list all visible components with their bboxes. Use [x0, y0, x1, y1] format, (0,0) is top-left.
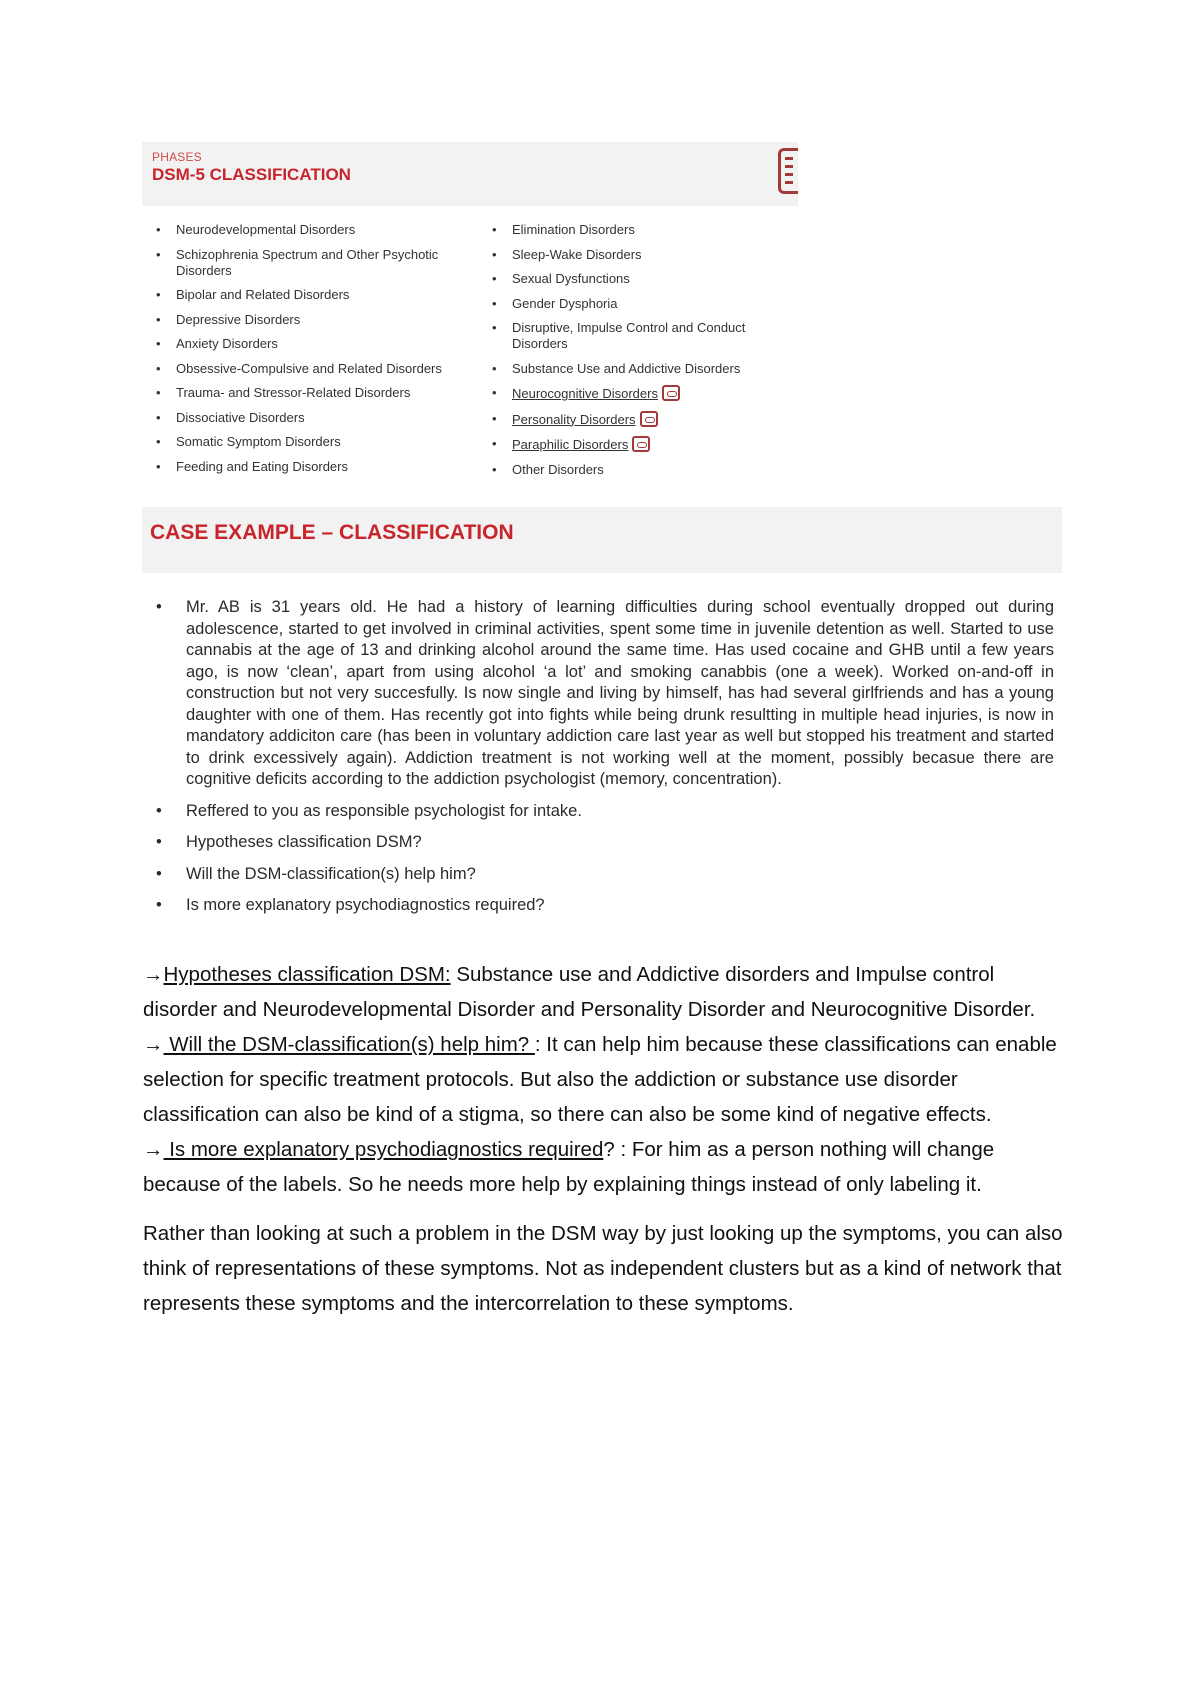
- document-icon: [778, 148, 798, 194]
- list-item: • Feeding and Eating Disorders: [154, 459, 474, 475]
- arrow-icon: →: [143, 1033, 164, 1056]
- answer-text: Substance use and Addictive disorders and Impulse control disorder and Neurodevelopmental Disorder and Personality Disorder and Neurocognitive Disorder.: [143, 963, 1036, 1021]
- link-icon[interactable]: [662, 385, 680, 401]
- list-item: • Sexual Dysfunctions: [490, 271, 795, 287]
- dsm5-classification-slide: [142, 142, 798, 486]
- link-icon[interactable]: [632, 436, 650, 452]
- list-item: • Is more explanatory psychodiagnostics required?: [152, 895, 1054, 917]
- list-item: • Hypotheses classification DSM?: [152, 832, 1054, 854]
- slide-header: [142, 142, 798, 206]
- list-item: • Dissociative Disorders: [154, 410, 474, 426]
- link-icon[interactable]: [640, 411, 658, 427]
- question-label: Is more explanatory psychodiagnostics required: [163, 1138, 604, 1161]
- list-item: • Reffered to you as responsible psychologist for intake.: [152, 801, 1054, 823]
- list-item: • Trauma- and Stressor-Related Disorders: [154, 385, 474, 401]
- list-item: • Anxiety Disorders: [154, 336, 474, 352]
- list-item: • Depressive Disorders: [154, 312, 474, 328]
- question-label: Hypotheses classification DSM:: [163, 963, 451, 986]
- list-item: • Elimination Disorders: [490, 222, 795, 238]
- list-item: • Sleep-Wake Disorders: [490, 247, 795, 263]
- list-item: • Disruptive, Impulse Control and Conduct Disorders: [490, 320, 795, 352]
- personality-link[interactable]: Personality Disorders: [512, 411, 636, 427]
- paraphilic-link[interactable]: Paraphilic Disorders: [512, 437, 629, 452]
- list-item: • Will the DSM-classification(s) help him?: [152, 864, 1054, 886]
- answer-psychodiagnostics: [143, 1132, 1063, 1202]
- case-example-slide: [142, 507, 1062, 953]
- list-item: • Schizophrenia Spectrum and Other Psychotic Disorders: [154, 247, 474, 279]
- slide-header: [142, 507, 1062, 573]
- answer-help: [143, 1027, 1063, 1132]
- list-item: • Somatic Symptom Disorders: [154, 434, 474, 450]
- arrow-icon: →: [143, 963, 164, 986]
- closing-paragraph: Rather than looking at such a problem in the DSM way by just looking up the symptoms, you can also think of representations of these symptoms. Not as independent clusters but as a kind of network that represents these symptoms and the intercorrelation to these symptoms.: [143, 1222, 1063, 1315]
- question-label: Will the DSM-classification(s) help him?: [163, 1033, 535, 1056]
- slide-title: CASE EXAMPLE – CLASSIFICATION: [150, 521, 514, 544]
- list-item: • Neurodevelopmental Disorders: [154, 222, 474, 238]
- disorder-list-left: [154, 222, 474, 483]
- list-item-link[interactable]: [490, 411, 795, 428]
- slide-kicker: PHASES: [152, 150, 202, 164]
- list-item: • Obsessive-Compulsive and Related Disorders: [154, 361, 474, 377]
- list-item: • Substance Use and Addictive Disorders: [490, 361, 795, 377]
- case-description: • Mr. AB is 31 years old. He had a history of learning difficulties during school eventually dropped out during adolescence, started to get involved in criminal activities, spent some time in juvenile detention as well. Started to use cannabis at the age of 13 and drinking alcohol around the same time. Has used cocaine and GHB until a few years ago, is now ‘clean’, apart from using alcohol ‘a lot’ and smoking canabbis (one a week). Worked on-and-off in construction but not very succesfully. Is now single and living by himself, has had several girlfriends and has a young daughter with one of them. Has recently got into fights while being drunk resultting in multiple head injuries, is now in mandatory addiciton care (has been in voluntary addiction care last year as well but stopped his treatment and started to drink excessively again). Addiction treatment is not working well at the moment, possibly becasue there are cognitive deficits according to the addiction psychologist (memory, concentration).: [152, 597, 1054, 791]
- answer-hypotheses: [143, 957, 1063, 1027]
- disorder-list-right: [490, 222, 795, 486]
- answer-text: ? : For him as a person nothing will change because of the labels. So he needs more help by explaining things instead of only labeling it.: [143, 1138, 995, 1196]
- list-item-link[interactable]: [490, 385, 795, 402]
- answer-text: : It can help him because these classifications can enable selection for specific treatment protocols. But also the addiction or substance use disorder classification can also be kind of a stigma, so there can also be some kind of negative effects.: [143, 1033, 1057, 1126]
- list-item-link[interactable]: [490, 436, 795, 453]
- case-bullet-list: [152, 597, 1054, 927]
- list-item: • Other Disorders: [490, 462, 795, 478]
- slide-title: DSM-5 CLASSIFICATION: [152, 165, 351, 184]
- list-item: • Gender Dysphoria: [490, 296, 795, 312]
- list-item: • Bipolar and Related Disorders: [154, 287, 474, 303]
- arrow-icon: →: [143, 1138, 164, 1161]
- answer-notes: [143, 957, 1063, 1321]
- neurocognitive-link[interactable]: Neurocognitive Disorders: [512, 386, 658, 401]
